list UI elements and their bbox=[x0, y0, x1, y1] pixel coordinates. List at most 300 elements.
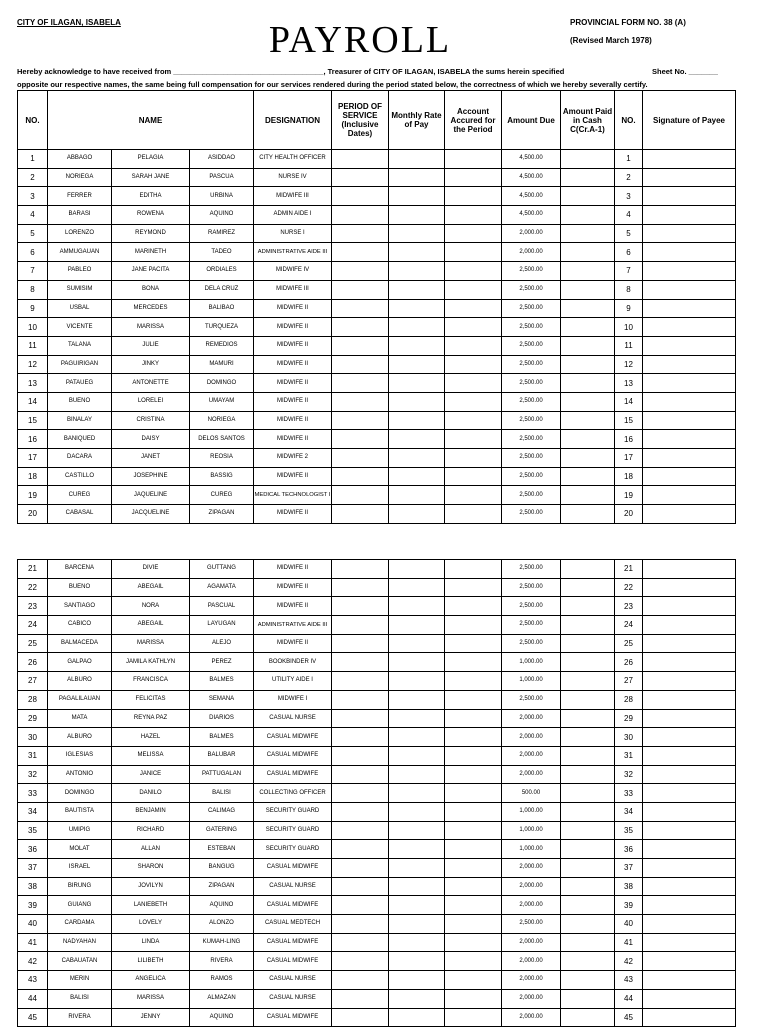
first-name: DAISY bbox=[112, 430, 190, 449]
table-row bbox=[18, 877, 736, 896]
period-of-service bbox=[332, 746, 389, 765]
row-number-right: 14 bbox=[615, 392, 643, 411]
monthly-rate bbox=[389, 840, 445, 859]
row-number-right: 43 bbox=[615, 971, 643, 990]
monthly-rate bbox=[389, 336, 445, 355]
period-of-service bbox=[332, 224, 389, 243]
designation: MIDWIFE II bbox=[254, 578, 332, 597]
account-accrued bbox=[445, 952, 502, 971]
period-of-service bbox=[332, 971, 389, 990]
row-number: 42 bbox=[18, 952, 48, 971]
last-name: ANTONIO bbox=[48, 765, 112, 784]
signature-of-payee bbox=[643, 728, 736, 747]
period-of-service bbox=[332, 449, 389, 468]
amount-due: 1,000.00 bbox=[502, 840, 561, 859]
amount-due: 2,000.00 bbox=[502, 765, 561, 784]
monthly-rate bbox=[389, 952, 445, 971]
amount-due: 2,000.00 bbox=[502, 709, 561, 728]
designation: MIDWIFE II bbox=[254, 411, 332, 430]
row-number: 33 bbox=[18, 784, 48, 803]
row-number: 13 bbox=[18, 374, 48, 393]
monthly-rate bbox=[389, 616, 445, 635]
payroll-table-top bbox=[17, 90, 736, 524]
signature-of-payee bbox=[643, 971, 736, 990]
amount-due: 2,500.00 bbox=[502, 467, 561, 486]
last-name: MATA bbox=[48, 709, 112, 728]
table-row bbox=[18, 206, 736, 225]
monthly-rate bbox=[389, 280, 445, 299]
row-number-right: 25 bbox=[615, 634, 643, 653]
row-number: 9 bbox=[18, 299, 48, 318]
designation: CASUAL MIDWIFE bbox=[254, 1008, 332, 1027]
period-of-service bbox=[332, 728, 389, 747]
signature-of-payee bbox=[643, 933, 736, 952]
row-number: 4 bbox=[18, 206, 48, 225]
row-number: 41 bbox=[18, 933, 48, 952]
col-header-no-2: NO. bbox=[615, 91, 643, 150]
signature-of-payee bbox=[643, 355, 736, 374]
designation: CASUAL MIDWIFE bbox=[254, 728, 332, 747]
account-accrued bbox=[445, 653, 502, 672]
last-name: BALISI bbox=[48, 989, 112, 1008]
account-accrued bbox=[445, 299, 502, 318]
designation: MIDWIFE III bbox=[254, 187, 332, 206]
first-name: ANGELICA bbox=[112, 971, 190, 990]
amount-due: 2,500.00 bbox=[502, 449, 561, 468]
table-row bbox=[18, 784, 736, 803]
row-number-right: 23 bbox=[615, 597, 643, 616]
designation: CASUAL NURSE bbox=[254, 989, 332, 1008]
designation: MIDWIFE II bbox=[254, 299, 332, 318]
account-accrued bbox=[445, 877, 502, 896]
table-row bbox=[18, 672, 736, 691]
row-number-right: 13 bbox=[615, 374, 643, 393]
row-number: 23 bbox=[18, 597, 48, 616]
first-name: ALLAN bbox=[112, 840, 190, 859]
amount-paid bbox=[561, 449, 615, 468]
middle-name: CALIMAG bbox=[190, 802, 254, 821]
middle-name: BALISI bbox=[190, 784, 254, 803]
last-name: DACARA bbox=[48, 449, 112, 468]
period-of-service bbox=[332, 243, 389, 262]
signature-of-payee bbox=[643, 560, 736, 579]
amount-paid bbox=[561, 952, 615, 971]
amount-paid bbox=[561, 392, 615, 411]
last-name: ALBURO bbox=[48, 728, 112, 747]
row-number: 17 bbox=[18, 449, 48, 468]
last-name: BIRUNG bbox=[48, 877, 112, 896]
row-number: 21 bbox=[18, 560, 48, 579]
account-accrued bbox=[445, 616, 502, 635]
middle-name: DOMINGO bbox=[190, 374, 254, 393]
row-number-right: 29 bbox=[615, 709, 643, 728]
first-name: BENJAMIN bbox=[112, 802, 190, 821]
row-number-right: 18 bbox=[615, 467, 643, 486]
row-number-right: 32 bbox=[615, 765, 643, 784]
amount-paid bbox=[561, 224, 615, 243]
first-name: CRISTINA bbox=[112, 411, 190, 430]
amount-paid bbox=[561, 933, 615, 952]
row-number-right: 5 bbox=[615, 224, 643, 243]
amount-due: 2,000.00 bbox=[502, 1008, 561, 1027]
signature-of-payee bbox=[643, 859, 736, 878]
period-of-service bbox=[332, 989, 389, 1008]
table-row bbox=[18, 168, 736, 187]
row-number-right: 3 bbox=[615, 187, 643, 206]
table-row bbox=[18, 634, 736, 653]
period-of-service bbox=[332, 840, 389, 859]
col-header-monthly-rate: Monthly Rate of Pay bbox=[389, 91, 445, 150]
account-accrued bbox=[445, 168, 502, 187]
last-name: ALBURO bbox=[48, 672, 112, 691]
middle-name: ALEJO bbox=[190, 634, 254, 653]
first-name: DANILO bbox=[112, 784, 190, 803]
table-row bbox=[18, 859, 736, 878]
monthly-rate bbox=[389, 299, 445, 318]
last-name: MERIN bbox=[48, 971, 112, 990]
amount-due: 2,500.00 bbox=[502, 597, 561, 616]
signature-of-payee bbox=[643, 877, 736, 896]
designation: MIDWIFE II bbox=[254, 355, 332, 374]
first-name: JAMILA KATHLYN bbox=[112, 653, 190, 672]
amount-due: 2,000.00 bbox=[502, 989, 561, 1008]
first-name: SARAH JANE bbox=[112, 168, 190, 187]
middle-name: BALUBAR bbox=[190, 746, 254, 765]
signature-of-payee bbox=[643, 840, 736, 859]
signature-of-payee bbox=[643, 989, 736, 1008]
row-number: 16 bbox=[18, 430, 48, 449]
account-accrued bbox=[445, 915, 502, 934]
row-number: 19 bbox=[18, 486, 48, 505]
row-number-right: 4 bbox=[615, 206, 643, 225]
period-of-service bbox=[332, 597, 389, 616]
first-name: NORA bbox=[112, 597, 190, 616]
amount-due: 2,000.00 bbox=[502, 746, 561, 765]
first-name: JINKY bbox=[112, 355, 190, 374]
middle-name: DELOS SANTOS bbox=[190, 430, 254, 449]
designation: NURSE IV bbox=[254, 168, 332, 187]
row-number-right: 44 bbox=[615, 989, 643, 1008]
row-number: 40 bbox=[18, 915, 48, 934]
account-accrued bbox=[445, 578, 502, 597]
row-number-right: 40 bbox=[615, 915, 643, 934]
amount-due: 2,500.00 bbox=[502, 318, 561, 337]
monthly-rate bbox=[389, 168, 445, 187]
amount-paid bbox=[561, 616, 615, 635]
row-number: 45 bbox=[18, 1008, 48, 1027]
designation: CASUAL MEDTECH bbox=[254, 915, 332, 934]
amount-paid bbox=[561, 150, 615, 169]
designation: MIDWIFE II bbox=[254, 634, 332, 653]
signature-of-payee bbox=[643, 634, 736, 653]
last-name: CABASAL bbox=[48, 505, 112, 524]
row-number-right: 6 bbox=[615, 243, 643, 262]
first-name: LOVELY bbox=[112, 915, 190, 934]
table-row bbox=[18, 560, 736, 579]
signature-of-payee bbox=[643, 168, 736, 187]
first-name: JANICE bbox=[112, 765, 190, 784]
row-number-right: 19 bbox=[615, 486, 643, 505]
monthly-rate bbox=[389, 802, 445, 821]
row-number: 38 bbox=[18, 877, 48, 896]
middle-name: UMAYAM bbox=[190, 392, 254, 411]
table-row bbox=[18, 392, 736, 411]
middle-name: TADEO bbox=[190, 243, 254, 262]
first-name: REYNA PAZ bbox=[112, 709, 190, 728]
acknowledgement-line-1: Hereby acknowledge to have received from ____________________________________, Treasurer of CITY OF ILAGAN, ISABELA the sums herein specified bbox=[17, 67, 565, 76]
first-name: ABEGAIL bbox=[112, 578, 190, 597]
amount-due: 1,000.00 bbox=[502, 802, 561, 821]
row-number: 1 bbox=[18, 150, 48, 169]
amount-paid bbox=[561, 411, 615, 430]
amount-due: 4,500.00 bbox=[502, 168, 561, 187]
row-number-right: 26 bbox=[615, 653, 643, 672]
last-name: NORIEGA bbox=[48, 168, 112, 187]
amount-paid bbox=[561, 355, 615, 374]
last-name: ISRAEL bbox=[48, 859, 112, 878]
first-name: MARISSA bbox=[112, 634, 190, 653]
middle-name: PATTUGALAN bbox=[190, 765, 254, 784]
amount-paid bbox=[561, 989, 615, 1008]
first-name: LILIBETH bbox=[112, 952, 190, 971]
row-number: 15 bbox=[18, 411, 48, 430]
signature-of-payee bbox=[643, 150, 736, 169]
period-of-service bbox=[332, 262, 389, 281]
middle-name: AQUINO bbox=[190, 896, 254, 915]
last-name: BINALAY bbox=[48, 411, 112, 430]
signature-of-payee bbox=[643, 224, 736, 243]
amount-due: 2,000.00 bbox=[502, 859, 561, 878]
amount-due: 2,500.00 bbox=[502, 578, 561, 597]
period-of-service bbox=[332, 933, 389, 952]
amount-due: 2,500.00 bbox=[502, 392, 561, 411]
middle-name: BALMES bbox=[190, 728, 254, 747]
monthly-rate bbox=[389, 392, 445, 411]
acknowledgement-line-2: opposite our respective names, the same being full compensation for our services rendered during the period stated below, the correctness of which we hereby severally certify. bbox=[17, 80, 648, 89]
monthly-rate bbox=[389, 634, 445, 653]
row-number-right: 22 bbox=[615, 578, 643, 597]
designation: MIDWIFE I bbox=[254, 690, 332, 709]
monthly-rate bbox=[389, 449, 445, 468]
amount-due: 2,500.00 bbox=[502, 486, 561, 505]
amount-paid bbox=[561, 840, 615, 859]
middle-name: PASCUAL bbox=[190, 597, 254, 616]
table-row bbox=[18, 952, 736, 971]
signature-of-payee bbox=[643, 318, 736, 337]
account-accrued bbox=[445, 821, 502, 840]
amount-paid bbox=[561, 318, 615, 337]
middle-name: TURQUEZA bbox=[190, 318, 254, 337]
monthly-rate bbox=[389, 187, 445, 206]
period-of-service bbox=[332, 877, 389, 896]
first-name: BONA bbox=[112, 280, 190, 299]
signature-of-payee bbox=[643, 243, 736, 262]
table-row bbox=[18, 224, 736, 243]
account-accrued bbox=[445, 634, 502, 653]
last-name: NADYAHAN bbox=[48, 933, 112, 952]
col-header-no: NO. bbox=[18, 91, 48, 150]
period-of-service bbox=[332, 411, 389, 430]
amount-due: 500.00 bbox=[502, 784, 561, 803]
account-accrued bbox=[445, 802, 502, 821]
first-name: JAQUELINE bbox=[112, 486, 190, 505]
last-name: CUREG bbox=[48, 486, 112, 505]
first-name: JOSEPHINE bbox=[112, 467, 190, 486]
middle-name: DELA CRUZ bbox=[190, 280, 254, 299]
middle-name: URBINA bbox=[190, 187, 254, 206]
period-of-service bbox=[332, 578, 389, 597]
last-name: AMMUGAUAN bbox=[48, 243, 112, 262]
row-number-right: 17 bbox=[615, 449, 643, 468]
middle-name: BASSIG bbox=[190, 467, 254, 486]
amount-due: 2,500.00 bbox=[502, 355, 561, 374]
amount-paid bbox=[561, 168, 615, 187]
middle-name: ASIDDAO bbox=[190, 150, 254, 169]
amount-due: 2,500.00 bbox=[502, 299, 561, 318]
monthly-rate bbox=[389, 355, 445, 374]
middle-name: AQUINO bbox=[190, 1008, 254, 1027]
middle-name: AQUINO bbox=[190, 206, 254, 225]
table-row bbox=[18, 578, 736, 597]
row-number-right: 37 bbox=[615, 859, 643, 878]
period-of-service bbox=[332, 355, 389, 374]
last-name: DOMINGO bbox=[48, 784, 112, 803]
account-accrued bbox=[445, 840, 502, 859]
monthly-rate bbox=[389, 318, 445, 337]
amount-paid bbox=[561, 896, 615, 915]
amount-paid bbox=[561, 971, 615, 990]
designation: MIDWIFE II bbox=[254, 560, 332, 579]
amount-paid bbox=[561, 299, 615, 318]
first-name: MELISSA bbox=[112, 746, 190, 765]
amount-due: 2,500.00 bbox=[502, 560, 561, 579]
signature-of-payee bbox=[643, 896, 736, 915]
period-of-service bbox=[332, 616, 389, 635]
table-row bbox=[18, 262, 736, 281]
row-number-right: 8 bbox=[615, 280, 643, 299]
col-header-amount-paid: Amount Paid in Cash C(Cr.A-1) bbox=[561, 91, 615, 150]
middle-name: BALIBAO bbox=[190, 299, 254, 318]
amount-due: 1,000.00 bbox=[502, 672, 561, 691]
first-name: JANET bbox=[112, 449, 190, 468]
account-accrued bbox=[445, 187, 502, 206]
designation: ADMIN AIDE I bbox=[254, 206, 332, 225]
monthly-rate bbox=[389, 784, 445, 803]
table-row bbox=[18, 411, 736, 430]
account-accrued bbox=[445, 224, 502, 243]
row-number: 32 bbox=[18, 765, 48, 784]
signature-of-payee bbox=[643, 616, 736, 635]
table-row bbox=[18, 821, 736, 840]
designation: CASUAL MIDWIFE bbox=[254, 896, 332, 915]
monthly-rate bbox=[389, 262, 445, 281]
amount-due: 2,000.00 bbox=[502, 933, 561, 952]
monthly-rate bbox=[389, 765, 445, 784]
amount-paid bbox=[561, 486, 615, 505]
amount-due: 1,000.00 bbox=[502, 821, 561, 840]
last-name: BUENO bbox=[48, 392, 112, 411]
monthly-rate bbox=[389, 859, 445, 878]
row-number: 14 bbox=[18, 392, 48, 411]
first-name: DIVIE bbox=[112, 560, 190, 579]
amount-due: 2,500.00 bbox=[502, 915, 561, 934]
amount-due: 4,500.00 bbox=[502, 150, 561, 169]
amount-due: 2,500.00 bbox=[502, 616, 561, 635]
first-name: ROWENA bbox=[112, 206, 190, 225]
account-accrued bbox=[445, 206, 502, 225]
first-name: FELICITAS bbox=[112, 690, 190, 709]
row-number: 25 bbox=[18, 634, 48, 653]
amount-due: 2,500.00 bbox=[502, 336, 561, 355]
middle-name: REMEDIOS bbox=[190, 336, 254, 355]
period-of-service bbox=[332, 672, 389, 691]
signature-of-payee bbox=[643, 802, 736, 821]
last-name: CABAUATAN bbox=[48, 952, 112, 971]
row-number-right: 9 bbox=[615, 299, 643, 318]
monthly-rate bbox=[389, 971, 445, 990]
row-number: 20 bbox=[18, 505, 48, 524]
amount-due: 2,500.00 bbox=[502, 411, 561, 430]
period-of-service bbox=[332, 653, 389, 672]
last-name: PAGALILAUAN bbox=[48, 690, 112, 709]
designation: UTILITY AIDE I bbox=[254, 672, 332, 691]
table-row bbox=[18, 374, 736, 393]
row-number: 28 bbox=[18, 690, 48, 709]
designation: ADMINISTRATIVE AIDE III bbox=[254, 243, 332, 262]
last-name: CABICO bbox=[48, 616, 112, 635]
monthly-rate bbox=[389, 690, 445, 709]
amount-paid bbox=[561, 187, 615, 206]
account-accrued bbox=[445, 336, 502, 355]
first-name: REYMOND bbox=[112, 224, 190, 243]
monthly-rate bbox=[389, 411, 445, 430]
period-of-service bbox=[332, 505, 389, 524]
signature-of-payee bbox=[643, 449, 736, 468]
monthly-rate bbox=[389, 224, 445, 243]
signature-of-payee bbox=[643, 374, 736, 393]
col-header-designation: DESIGNATION bbox=[254, 91, 332, 150]
middle-name: ESTEBAN bbox=[190, 840, 254, 859]
account-accrued bbox=[445, 728, 502, 747]
monthly-rate bbox=[389, 430, 445, 449]
signature-of-payee bbox=[643, 392, 736, 411]
amount-due: 4,500.00 bbox=[502, 206, 561, 225]
account-accrued bbox=[445, 505, 502, 524]
amount-due: 2,000.00 bbox=[502, 877, 561, 896]
table-row bbox=[18, 430, 736, 449]
monthly-rate bbox=[389, 821, 445, 840]
first-name: PELAGIA bbox=[112, 150, 190, 169]
account-accrued bbox=[445, 859, 502, 878]
amount-due: 2,000.00 bbox=[502, 952, 561, 971]
last-name: BALMACEDA bbox=[48, 634, 112, 653]
monthly-rate bbox=[389, 560, 445, 579]
monthly-rate bbox=[389, 505, 445, 524]
row-number-right: 20 bbox=[615, 505, 643, 524]
amount-paid bbox=[561, 802, 615, 821]
account-accrued bbox=[445, 690, 502, 709]
account-accrued bbox=[445, 355, 502, 374]
account-accrued bbox=[445, 597, 502, 616]
monthly-rate bbox=[389, 728, 445, 747]
row-number-right: 10 bbox=[615, 318, 643, 337]
designation: MIDWIFE 2 bbox=[254, 449, 332, 468]
account-accrued bbox=[445, 933, 502, 952]
designation: MIDWIFE II bbox=[254, 505, 332, 524]
middle-name: SEMANA bbox=[190, 690, 254, 709]
designation: CASUAL MIDWIFE bbox=[254, 952, 332, 971]
amount-paid bbox=[561, 653, 615, 672]
